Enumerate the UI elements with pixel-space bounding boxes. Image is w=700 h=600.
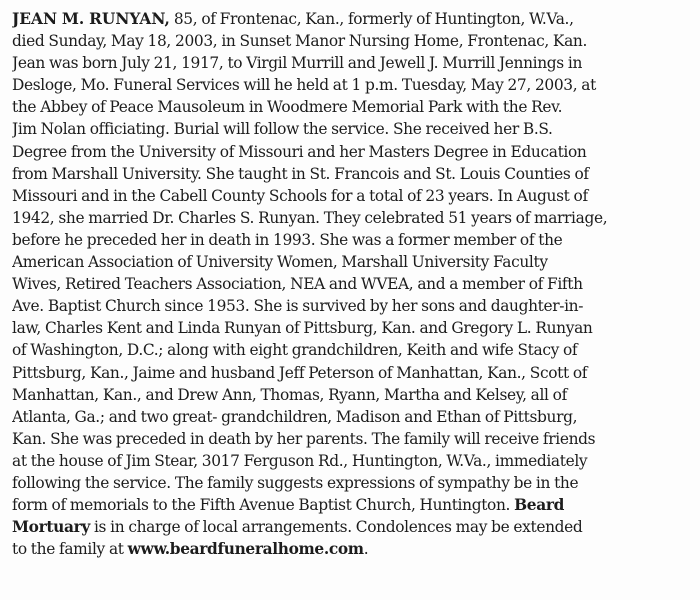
obituary-line: of Washington, D.C.; along with eight grandchildren, Keith and wife Stacy of [12,341,578,360]
obituary-line: law, Charles Kent and Linda Runyan of Pittsburg, Kan. and Gregory L. Runyan [12,319,593,338]
obituary-line: Atlanta, Ga.; and two great- grandchildren, Madison and Ethan of Pittsburg, [12,407,578,426]
obituary-line: Wives, Retired Teachers Association, NEA and WVEA, and a member of Fifth [12,275,583,294]
obituary-line: Mortuary is in charge of local arrangements. Condolences may be extended [12,518,583,537]
obituary-line: the Abbey of Peace Mausoleum in Woodmere Memorial Park with the Rev. [12,98,563,117]
obituary-line: Missouri and in the Cabell County Schools for a total of 23 years. In August of [12,186,588,205]
obituary-line: American Association of University Women, Marshall University Faculty [12,253,548,272]
obituary-line: Pittsburg, Kan., Jaime and husband Jeff Peterson of Manhattan, Kan., Scott of [12,363,588,382]
obituary-line: Jean was born July 21, 1917, to Virgil Murrill and Jewell J. Murrill Jennings in [12,54,583,73]
obituary-line: following the service. The family suggests expressions of sympathy be in the [12,473,579,492]
website-link[interactable]: www.beardfuneralhome.com [127,540,364,559]
obituary-line: JEAN M. RUNYAN, 85, of Frontenac, Kan., formerly of Huntington, W.Va., [12,10,574,28]
obituary-line: died Sunday, May 18, 2003, in Sunset Manor Nursing Home, Frontenac, Kan. [12,32,588,51]
obituary-line: to the family at www.beardfuneralhome.com. [12,540,369,559]
obituary-line: from Marshall University. She taught in St. Francois and St. Louis Counties of [12,164,589,183]
obituary-line: Manhattan, Kan., and Drew Ann, Thomas, Ryann, Martha and Kelsey, all of [12,385,567,404]
deceased-name: JEAN M. RUNYAN, [12,10,170,28]
obituary-line: form of memorials to the Fifth Avenue Baptist Church, Huntington. Beard [12,496,565,515]
obituary-line: Kan. She was preceded in death by her parents. The family will receive friends [12,429,596,448]
obituary-line: before he preceded her in death in 1993. She was a former member of the [12,230,563,249]
obituary-line: 1942, she married Dr. Charles S. Runyan. They celebrated 51 years of marriage, [12,208,608,227]
obituary-text [12,8,686,560]
obituary-line: Jim Nolan officiating. Burial will follow the service. She received her B.S. [12,120,553,139]
obituary-line: at the house of Jim Stear, 3017 Ferguson Rd., Huntington, W.Va., immediately [12,451,588,470]
obituary-line: Degree from the University of Missouri and her Masters Degree in Education [12,142,587,161]
obituary-line: Desloge, Mo. Funeral Services will he held at 1 p.m. Tuesday, May 27, 2003, at [12,76,596,95]
obituary-line: Ave. Baptist Church since 1953. She is survived by her sons and daughter-in- [12,297,584,316]
mortuary-name: Mortuary [12,518,90,537]
mortuary-name: Beard [514,496,565,515]
